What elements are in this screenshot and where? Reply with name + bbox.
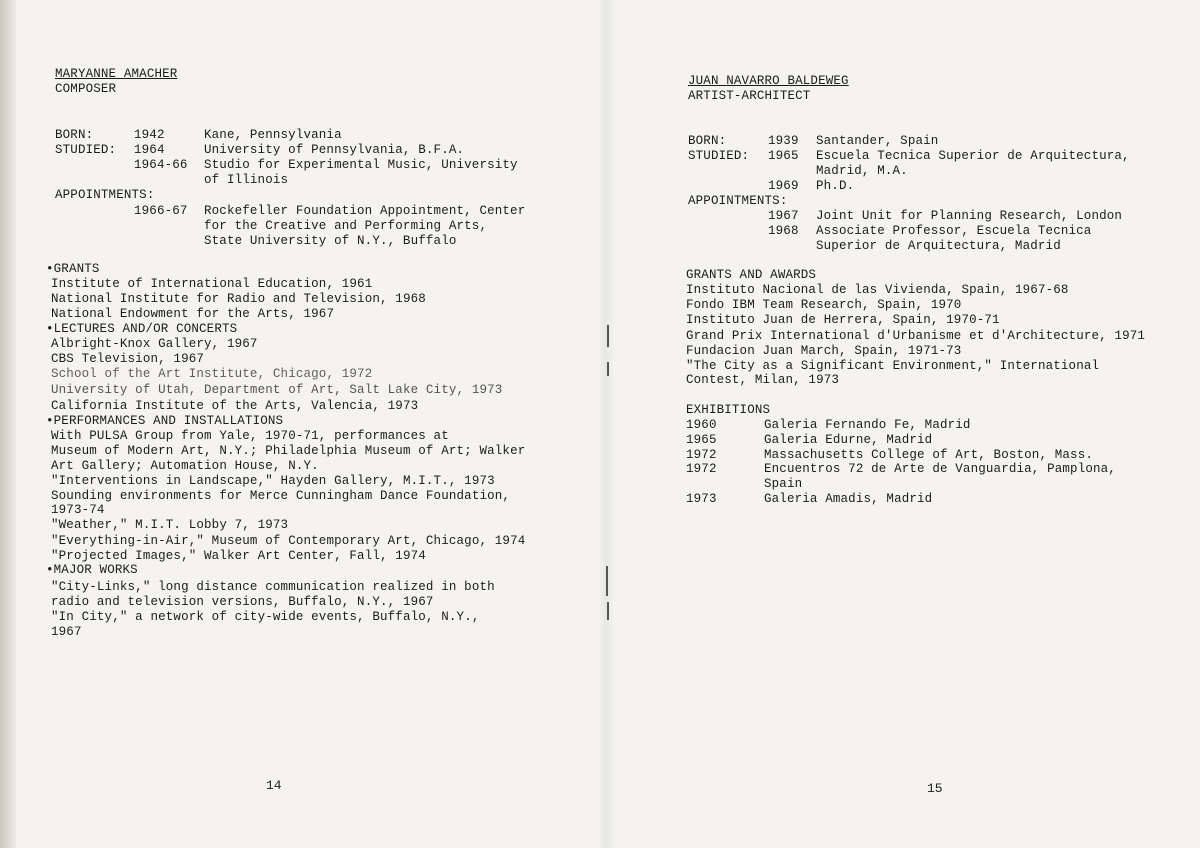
body-line: Albright-Knox Gallery, 1967: [51, 337, 258, 351]
exhibition-year: 1960: [686, 418, 717, 432]
artist-role: ARTIST-ARCHITECT: [688, 89, 811, 103]
grant-line: Fondo IBM Team Research, Spain, 1970: [686, 298, 962, 312]
body-line: "Interventions in Landscape," Hayden Gallery, M.I.T., 1973: [51, 474, 495, 488]
page-number: 14: [266, 778, 282, 793]
born-label: BORN:: [55, 128, 94, 142]
grants-heading: GRANTS AND AWARDS: [686, 268, 817, 282]
exhibition-text: Galeria Fernando Fe, Madrid: [764, 418, 971, 432]
study-text: Madrid, M.A.: [816, 164, 908, 178]
body-line: National Endowment for the Arts, 1967: [51, 307, 335, 321]
study-text: Ph.D.: [816, 179, 855, 193]
binding-edge: [0, 0, 16, 848]
gutter-mark: [606, 566, 608, 596]
body-line: California Institute of the Arts, Valencia, 1973: [51, 399, 419, 413]
born-place: Kane, Pennsylvania: [204, 128, 342, 142]
studied-label: STUDIED:: [55, 143, 117, 157]
body-line: 1967: [51, 625, 82, 639]
grant-line: Instituto Nacional de las Vivienda, Spain, 1967-68: [686, 283, 1069, 297]
study-year: 1964-66: [134, 158, 188, 172]
appointment-year: 1966-67: [134, 204, 188, 218]
body-line: Museum of Modern Art, N.Y.; Philadelphia Museum of Art; Walker: [51, 444, 526, 458]
appointment-text: Superior de Arquitectura, Madrid: [816, 239, 1061, 253]
appointment-text: Rockefeller Foundation Appointment, Center: [204, 204, 526, 218]
exhibition-text: Galeria Amadis, Madrid: [764, 492, 933, 506]
body-line: National Institute for Radio and Television, 1968: [51, 292, 426, 306]
gutter-mark: [607, 362, 609, 376]
grant-line: "The City as a Significant Environment," International: [686, 359, 1100, 373]
study-text: of Illinois: [204, 173, 289, 187]
body-line: "Weather," M.I.T. Lobby 7, 1973: [51, 518, 289, 532]
body-line: •LECTURES AND/OR CONCERTS: [46, 322, 238, 336]
appointment-text: State University of N.Y., Buffalo: [204, 234, 457, 248]
page-number: 15: [927, 781, 943, 796]
body-line: With PULSA Group from Yale, 1970-71, performances at: [51, 429, 449, 443]
body-line: •MAJOR WORKS: [46, 563, 138, 577]
artist-role: COMPOSER: [55, 82, 117, 96]
gutter-mark: [607, 602, 609, 620]
left-page: [16, 0, 600, 848]
body-line: "In City," a network of city-wide events, Buffalo, N.Y.,: [51, 610, 480, 624]
appointment-text: Associate Professor, Escuela Tecnica: [816, 224, 1092, 238]
body-line: Sounding environments for Merce Cunningham Dance Foundation,: [51, 489, 511, 503]
body-line: CBS Television, 1967: [51, 352, 205, 366]
exhibition-text: Galeria Edurne, Madrid: [764, 433, 933, 447]
artist-name: MARYANNE AMACHER: [55, 67, 178, 81]
study-text: University of Pennsylvania, B.F.A.: [204, 143, 465, 157]
born-label: BORN:: [688, 134, 727, 148]
body-line: "Everything-in-Air," Museum of Contemporary Art, Chicago, 1974: [51, 534, 526, 548]
right-page: [614, 0, 1200, 848]
body-line: "Projected Images," Walker Art Center, Fall, 1974: [51, 549, 426, 563]
center-gutter: [598, 0, 614, 848]
exhibition-year: 1973: [686, 492, 717, 506]
exhibition-text: Encuentros 72 de Arte de Vanguardia, Pamplona,: [764, 462, 1116, 476]
study-text: Escuela Tecnica Superior de Arquitectura,: [816, 149, 1130, 163]
study-text: Studio for Experimental Music, University: [204, 158, 518, 172]
study-year: 1964: [134, 143, 165, 157]
exhibition-text: Spain: [764, 477, 803, 491]
body-line: •GRANTS: [46, 262, 100, 276]
born-year: 1939: [768, 134, 799, 148]
body-line: School of the Art Institute, Chicago, 1972: [51, 367, 373, 381]
appointments-label: APPOINTMENTS:: [55, 188, 155, 202]
body-line: University of Utah, Department of Art, Salt Lake City, 1973: [51, 383, 503, 397]
studied-label: STUDIED:: [688, 149, 750, 163]
exhibition-year: 1972: [686, 448, 717, 462]
exhibition-year: 1972: [686, 462, 717, 476]
appointment-text: for the Creative and Performing Arts,: [204, 219, 488, 233]
grant-line: Contest, Milan, 1973: [686, 373, 840, 387]
exhibitions-heading: EXHIBITIONS: [686, 403, 771, 417]
exhibition-text: Massachusetts College of Art, Boston, Mass.: [764, 448, 1094, 462]
body-line: •PERFORMANCES AND INSTALLATIONS: [46, 414, 284, 428]
gutter-mark: [607, 325, 609, 347]
body-line: "City-Links," long distance communication realized in both: [51, 580, 495, 594]
body-line: radio and television versions, Buffalo, N.Y., 1967: [51, 595, 434, 609]
exhibition-year: 1965: [686, 433, 717, 447]
appointment-year: 1967: [768, 209, 799, 223]
artist-name: JUAN NAVARRO BALDEWEG: [688, 74, 849, 88]
body-line: Art Gallery; Automation House, N.Y.: [51, 459, 319, 473]
body-line: Institute of International Education, 1961: [51, 277, 373, 291]
appointment-year: 1968: [768, 224, 799, 238]
grant-line: Fundacion Juan March, Spain, 1971-73: [686, 344, 962, 358]
study-year: 1969: [768, 179, 799, 193]
born-place: Santander, Spain: [816, 134, 939, 148]
appointment-text: Joint Unit for Planning Research, London: [816, 209, 1123, 223]
grant-line: Grand Prix International d'Urbanisme et d'Architecture, 1971: [686, 329, 1146, 343]
grant-line: Instituto Juan de Herrera, Spain, 1970-71: [686, 313, 1000, 327]
born-year: 1942: [134, 128, 165, 142]
body-line: 1973-74: [51, 503, 105, 517]
appointments-label: APPOINTMENTS:: [688, 194, 788, 208]
study-year: 1965: [768, 149, 799, 163]
